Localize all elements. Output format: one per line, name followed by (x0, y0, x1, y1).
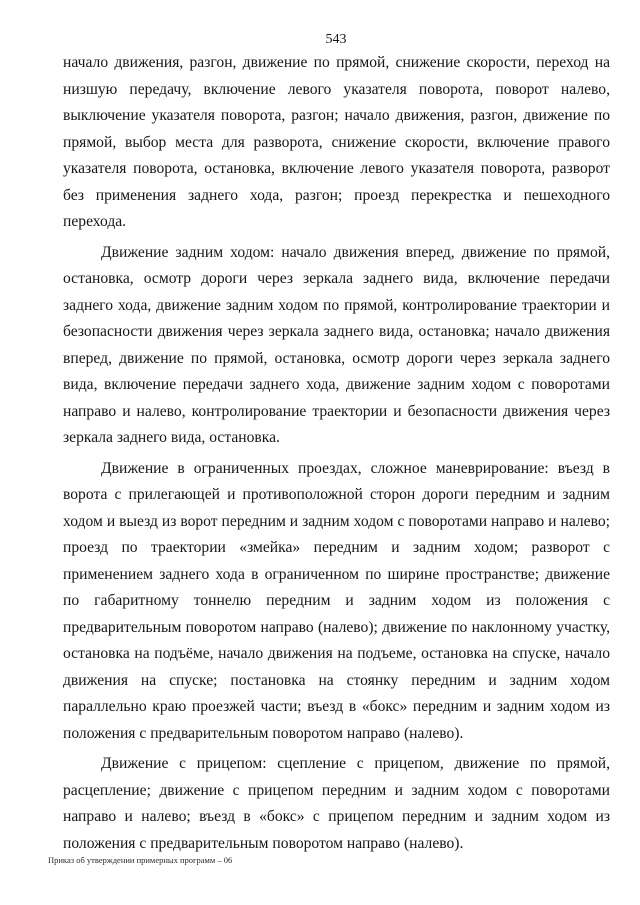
paragraph-limited-passages: Движение в ограниченных проездах, сложное маневрирование: въезд в ворота с прилегающей и противоположной сторон дороги передним и задним ходом и выезд из ворот передним и задним ходом с поворотами направо и налево; проезд по траектории «змейка» передним и задним ходом; разворот с применением заднего хода в ограниченном по ширине пространстве; движение по габаритному тоннелю передним и задним ходом из положения с предварительным поворотом направо (налево); движение по наклонному участку, остановка на подъёме, начало движения на подъеме, остановка на спуске, начало движения на спуске; постановка на стоянку передним и задним ходом параллельно краю проезжей части; въезд в «бокс» передним и задним ходом из положения с предварительным поворотом направо (налево). (63, 459, 610, 742)
footer-note: Приказ об утверждении примерных программ – 06 (48, 855, 233, 865)
body-text (63, 50, 610, 857)
paragraph-trailer-driving: Движение с прицепом: сцепление с прицепом, движение по прямой, расцепление; движение с прицепом передним и задним ходом с поворотами направо и налево; въезд в «бокс» с прицепом передним и задним ходом из положения с предварительным поворотом направо (налево). (63, 755, 610, 852)
paragraph-continuation: начало движения, разгон, движение по прямой, снижение скорости, переход на низшую передачу, включение левого указателя поворота, поворот налево, выключение указателя поворота, разгон; начало движения, разгон, движение по прямой, выбор места для разворота, снижение скорости, включение правого указателя поворота, остановка, включение левого указателя поворота, разворот без применения заднего хода, разгон; проезд перекрестка и пешеходного перехода. (63, 54, 610, 230)
paragraph-reverse-driving: Движение задним ходом: начало движения вперед, движение по прямой, остановка, осмотр дороги через зеркала заднего вида, включение передачи заднего хода, движение задним ходом по прямой, контролирование траектории и безопасности движения через зеркала заднего вида, остановка; начало движения вперед, движение по прямой, остановка, осмотр дороги через зеркала заднего вида, включение передачи заднего хода, движение задним ходом с поворотами направо и налево, контролирование траектории и безопасности движения через зеркала заднего вида, остановка. (63, 243, 610, 446)
page-number: 543 (325, 32, 347, 47)
